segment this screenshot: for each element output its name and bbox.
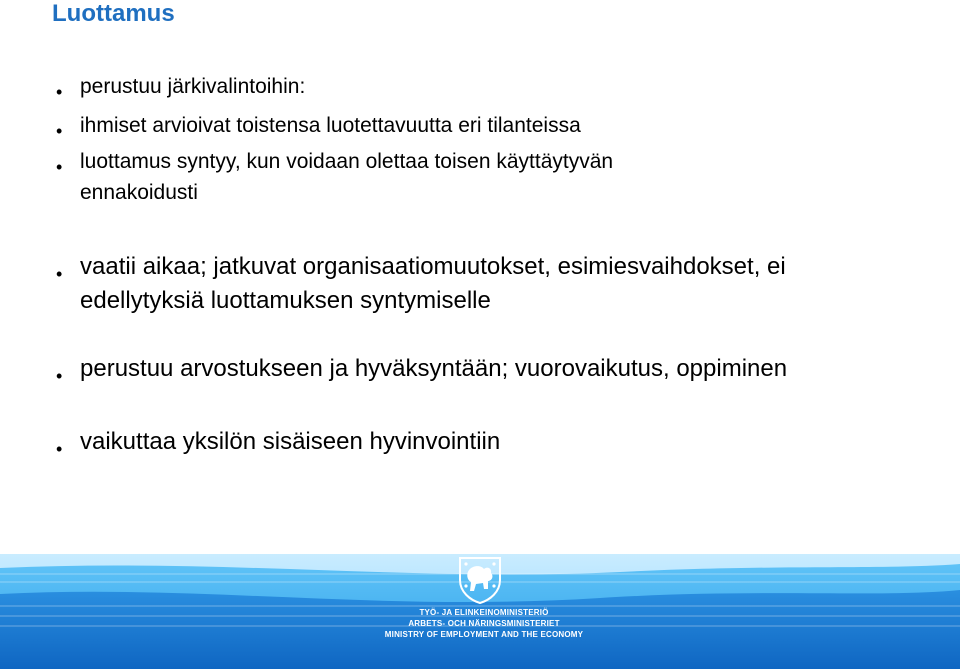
- bullet-icon: •: [56, 439, 63, 459]
- bullet-text-line-2: ennakoidusti: [80, 181, 198, 204]
- ministry-name-en: MINISTRY OF EMPLOYMENT AND THE ECONOMY: [384, 630, 584, 639]
- bullet-text-line-1: vaatii aikaa; jatkuvat organisaatiomuutokset, esimiesvaihdokset, ei: [80, 253, 786, 280]
- bullet-text-line-1: luottamus syntyy, kun voidaan olettaa toisen käyttäytyvän: [80, 150, 614, 173]
- bullet-item-2: [56, 110, 926, 141]
- slide-title: Luottamus: [52, 0, 175, 27]
- bullet-text: perustuu arvostukseen ja hyväksyntään; vuorovaikutus, oppiminen: [80, 355, 788, 382]
- ministry-name-fi: TYÖ- JA ELINKEINOMINISTERIÖ: [419, 608, 549, 617]
- lion-coat-of-arms-icon: [454, 556, 506, 604]
- bullet-item-1: [56, 71, 926, 102]
- bullet-item-4: [56, 250, 926, 318]
- bullet-item-3: [56, 146, 926, 208]
- bullet-text: vaikuttaa yksilön sisäiseen hyvinvointiin: [80, 428, 501, 455]
- bullet-icon: •: [56, 82, 63, 102]
- bullet-text: perustuu järkivalintoihin:: [80, 75, 306, 98]
- bullet-icon: •: [56, 121, 63, 141]
- bullet-item-5: [56, 352, 926, 386]
- bullet-icon: •: [56, 264, 63, 284]
- ministry-name-sv: ARBETS- OCH NÄRINGSMINISTERIET: [408, 619, 560, 628]
- bullet-item-6: [56, 425, 926, 459]
- bullet-icon: •: [56, 157, 63, 177]
- ministry-name-block: [374, 607, 594, 640]
- bullet-icon: •: [56, 366, 63, 386]
- bullet-text-line-2: edellytyksiä luottamuksen syntymiselle: [80, 287, 491, 314]
- bullet-text: ihmiset arvioivat toistensa luotettavuutta eri tilanteissa: [80, 114, 581, 137]
